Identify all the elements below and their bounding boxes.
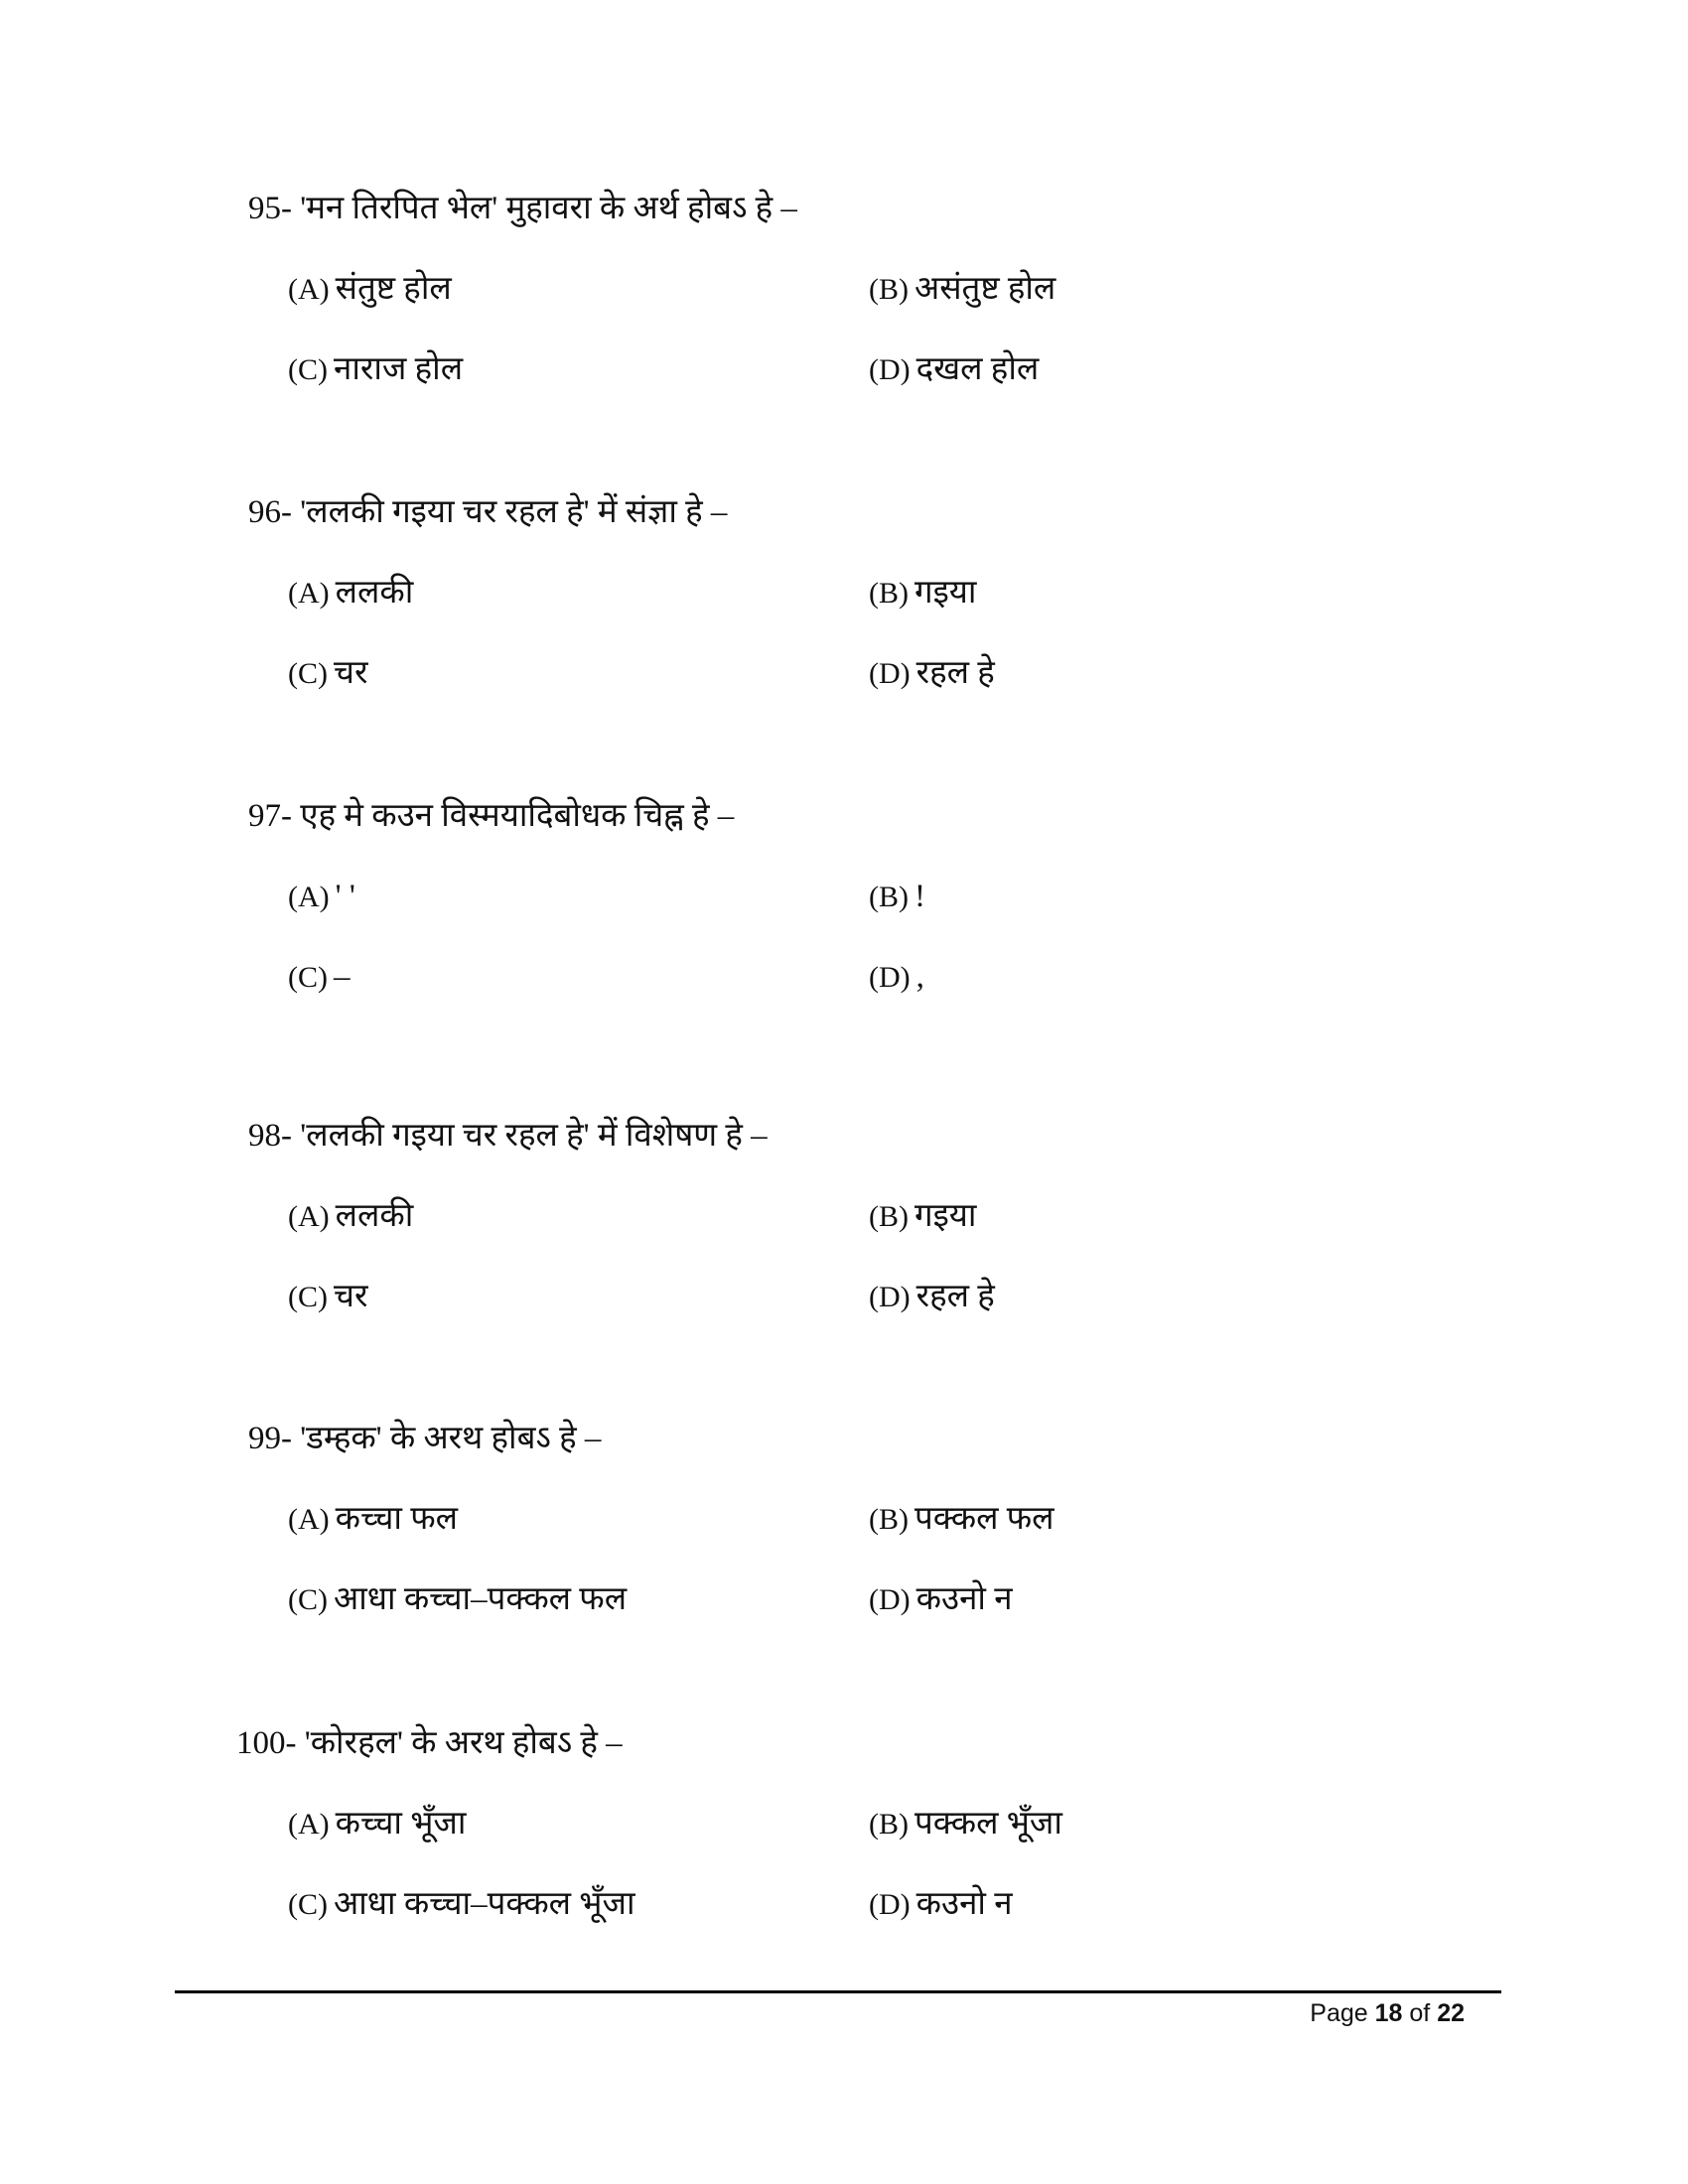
question-stem: 'कोरहल' के अरथ होबऽ हे – xyxy=(304,1725,623,1761)
question-block xyxy=(0,189,1688,486)
option-text: रहल हे xyxy=(915,1279,995,1314)
option-text: संतुष्ट होल xyxy=(335,271,452,307)
option-b xyxy=(869,573,976,614)
option-label: (A) xyxy=(288,273,330,306)
question-stem: 'मन तिरपित भेल' मुहावरा के अर्थ होबऽ हे – xyxy=(300,191,797,226)
option-text: गइया xyxy=(914,575,977,611)
option-label: (C) xyxy=(288,657,328,690)
option-label: (C) xyxy=(288,961,328,994)
option-label: (A) xyxy=(288,577,330,610)
option-label: (A) xyxy=(288,1200,330,1233)
option-label: (B) xyxy=(869,881,909,913)
option-c xyxy=(288,1579,627,1620)
option-text: – xyxy=(334,959,351,995)
question-text xyxy=(248,492,727,532)
question-block xyxy=(0,1419,1688,1716)
option-label: (D) xyxy=(869,961,911,994)
question-number: 99- xyxy=(248,1421,292,1456)
question-block xyxy=(0,492,1688,790)
option-a xyxy=(288,877,355,917)
question-text xyxy=(248,1116,768,1156)
question-number: 97- xyxy=(248,798,292,834)
question-block xyxy=(0,1723,1688,2021)
question-stem: 'ललकी गइया चर रहल हे' में विशेषण हे – xyxy=(300,1118,768,1154)
option-b xyxy=(869,1499,1055,1540)
option-text: , xyxy=(915,959,924,995)
option-label: (D) xyxy=(869,1583,911,1616)
option-text: गइया xyxy=(914,1198,977,1234)
option-a xyxy=(288,1804,466,1844)
question-block xyxy=(0,796,1688,1094)
option-label: (B) xyxy=(869,1808,909,1841)
option-label: (B) xyxy=(869,1503,909,1536)
option-label: (D) xyxy=(869,1281,911,1313)
option-b xyxy=(869,877,925,917)
page-number xyxy=(1310,1999,1465,2028)
question-block xyxy=(0,1116,1688,1414)
option-c xyxy=(288,653,367,694)
option-text: कउनो न xyxy=(915,1581,1013,1617)
option-text: ललकी xyxy=(335,1198,414,1234)
option-text: कच्चा भूँजा xyxy=(335,1806,467,1842)
option-text: रहल हे xyxy=(915,655,995,691)
footer-divider xyxy=(175,1990,1501,1993)
option-text: चर xyxy=(334,655,368,691)
question-number: 100- xyxy=(236,1725,297,1761)
option-text: ललकी xyxy=(335,575,414,611)
current-page: 18 xyxy=(1374,1999,1403,2027)
option-d xyxy=(869,653,995,694)
question-text xyxy=(248,189,797,228)
option-text: चर xyxy=(334,1279,368,1314)
option-label: (A) xyxy=(288,1808,330,1841)
option-a xyxy=(288,1196,413,1237)
total-pages: 22 xyxy=(1437,1999,1465,2027)
option-c xyxy=(288,957,351,998)
option-label: (C) xyxy=(288,1281,328,1313)
option-d xyxy=(869,349,1039,390)
option-text: दखल होल xyxy=(915,351,1040,387)
option-text: पक्कल फल xyxy=(914,1501,1055,1537)
option-label: (A) xyxy=(288,1503,330,1536)
option-text: पक्कल भूँजा xyxy=(914,1806,1062,1842)
option-text: आधा कच्चा–पक्कल भूँजा xyxy=(334,1886,635,1922)
option-label: (C) xyxy=(288,1888,328,1921)
option-label: (D) xyxy=(869,657,911,690)
option-b xyxy=(869,1196,976,1237)
option-label: (C) xyxy=(288,1583,328,1616)
option-a xyxy=(288,1499,458,1540)
option-label: (A) xyxy=(288,881,330,913)
option-d xyxy=(869,1884,1013,1925)
option-d xyxy=(869,957,924,998)
option-a xyxy=(288,573,413,614)
of-word: of xyxy=(1409,1999,1431,2027)
option-label: (D) xyxy=(869,353,911,386)
question-number: 95- xyxy=(248,191,292,226)
question-text xyxy=(248,796,734,836)
option-b xyxy=(869,269,1055,310)
option-d xyxy=(869,1277,995,1317)
option-text: ! xyxy=(914,879,925,914)
question-stem: 'ललकी गइया चर रहल हे' में संज्ञा हे – xyxy=(300,494,728,530)
option-label: (B) xyxy=(869,273,909,306)
option-label: (B) xyxy=(869,1200,909,1233)
question-text xyxy=(248,1419,601,1458)
option-text: नाराज होल xyxy=(334,351,464,387)
question-stem: 'डम्हक' के अरथ होबऽ हे – xyxy=(300,1421,602,1456)
option-c xyxy=(288,1277,367,1317)
option-b xyxy=(869,1804,1062,1844)
question-text xyxy=(236,1723,623,1763)
page-word: Page xyxy=(1310,1999,1368,2027)
option-label: (D) xyxy=(869,1888,911,1921)
option-c xyxy=(288,1884,635,1925)
question-number: 98- xyxy=(248,1118,292,1154)
option-text: असंतुष्ट होल xyxy=(914,271,1056,307)
option-label: (B) xyxy=(869,577,909,610)
option-text: ' ' xyxy=(335,879,355,914)
option-text: कच्चा फल xyxy=(335,1501,459,1537)
question-stem: एह मे कउन विस्मयादिबोधक चिह्न हे – xyxy=(300,798,735,834)
option-label: (C) xyxy=(288,353,328,386)
question-number: 96- xyxy=(248,494,292,530)
option-c xyxy=(288,349,463,390)
option-text: कउनो न xyxy=(915,1886,1013,1922)
option-text: आधा कच्चा–पक्कल फल xyxy=(334,1581,628,1617)
option-d xyxy=(869,1579,1013,1620)
option-a xyxy=(288,269,452,310)
